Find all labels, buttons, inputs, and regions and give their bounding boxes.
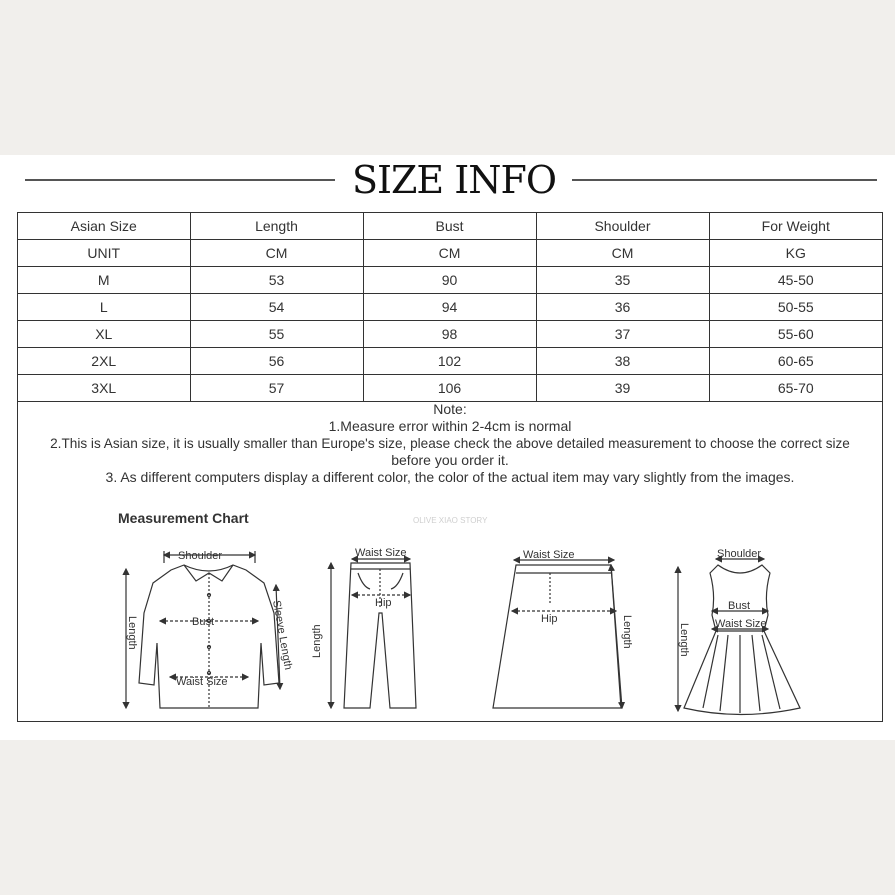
table-cell: 57 [190, 375, 363, 402]
title-divider-right [572, 179, 877, 181]
size-info-sheet [0, 155, 895, 740]
unit-cell: CM [190, 240, 363, 267]
skirt-waist-label: Waist Size [523, 549, 575, 561]
header-cell: Length [190, 213, 363, 240]
table-cell: M [18, 267, 190, 294]
dress-waist-label: Waist Size [715, 618, 767, 630]
pants-waist-label: Waist Size [355, 547, 407, 559]
table-cell: 90 [363, 267, 536, 294]
unit-cell: KG [709, 240, 882, 267]
table-row [18, 294, 882, 321]
notes-block [18, 401, 882, 486]
table-header-row [18, 213, 882, 240]
pants-outline [344, 563, 416, 708]
garment-diagrams [18, 503, 882, 723]
pants-hip-label: Hip [375, 597, 392, 609]
header-cell: For Weight [709, 213, 882, 240]
title-row [0, 155, 895, 210]
table-cell: 36 [536, 294, 709, 321]
table-row [18, 348, 882, 375]
table-cell: 56 [190, 348, 363, 375]
table-cell: 60-65 [709, 348, 882, 375]
pants-length-label: Length [311, 624, 323, 658]
table-cell: 65-70 [709, 375, 882, 402]
measurement-chart [18, 503, 882, 723]
table-cell: 55 [190, 321, 363, 348]
shirt-waist-label: Waist Size [176, 676, 228, 688]
table-cell: 2XL [18, 348, 190, 375]
header-cell: Asian Size [18, 213, 190, 240]
size-info-frame [17, 212, 883, 722]
unit-cell: UNIT [18, 240, 190, 267]
table-cell: 53 [190, 267, 363, 294]
skirt-length-label: Length [621, 615, 633, 649]
dress-diagram [678, 559, 800, 715]
notes-heading: Note: [433, 401, 467, 417]
table-cell: 50-55 [709, 294, 882, 321]
skirt-hip-label: Hip [541, 613, 558, 625]
table-row [18, 321, 882, 348]
dress-length-label: Length [678, 623, 690, 657]
shirt-sleeve-label: Sleeve Length [270, 599, 295, 671]
table-cell: 38 [536, 348, 709, 375]
table-row [18, 267, 882, 294]
note-line-2b: before you order it. [391, 452, 509, 468]
pants-diagram [331, 559, 416, 708]
shirt-length-label: Length [126, 616, 138, 650]
title-divider-left [25, 179, 335, 181]
header-cell: Shoulder [536, 213, 709, 240]
table-cell: L [18, 294, 190, 321]
dress-skirt [684, 631, 800, 715]
note-line-2a: 2.This is Asian size, it is usually smaller than Europe's size, please check the above detailed measurement to choose the correct size [50, 436, 850, 451]
shirt-shoulder-label: Shoulder [178, 550, 223, 562]
table-cell: 106 [363, 375, 536, 402]
table-cell: XL [18, 321, 190, 348]
unit-cell: CM [363, 240, 536, 267]
table-cell: 54 [190, 294, 363, 321]
header-cell: Bust [363, 213, 536, 240]
page-title: SIZE INFO [351, 158, 557, 202]
watermark: OLIVE XIAO STORY [413, 516, 488, 525]
table-cell: 102 [363, 348, 536, 375]
table-row [18, 375, 882, 402]
measurement-chart-title: Measurement Chart [118, 510, 249, 526]
size-table [18, 213, 882, 402]
note-line-3: 3. As different computers display a different color, the color of the actual item may vary slightly from the images. [105, 469, 795, 485]
table-cell: 98 [363, 321, 536, 348]
table-cell: 45-50 [709, 267, 882, 294]
table-cell: 37 [536, 321, 709, 348]
table-cell: 94 [363, 294, 536, 321]
dress-shoulder-label: Shoulder [717, 548, 762, 560]
skirt-diagram [493, 560, 622, 708]
note-line-1: 1.Measure error within 2-4cm is normal [328, 418, 572, 434]
table-cell: 3XL [18, 375, 190, 402]
table-cell: 35 [536, 267, 709, 294]
table-cell: 55-60 [709, 321, 882, 348]
dress-bust-label: Bust [728, 600, 751, 612]
unit-cell: CM [536, 240, 709, 267]
shirt-bust-label: Bust [192, 616, 215, 628]
table-unit-row [18, 240, 882, 267]
table-cell: 39 [536, 375, 709, 402]
skirt-outline [493, 565, 621, 708]
